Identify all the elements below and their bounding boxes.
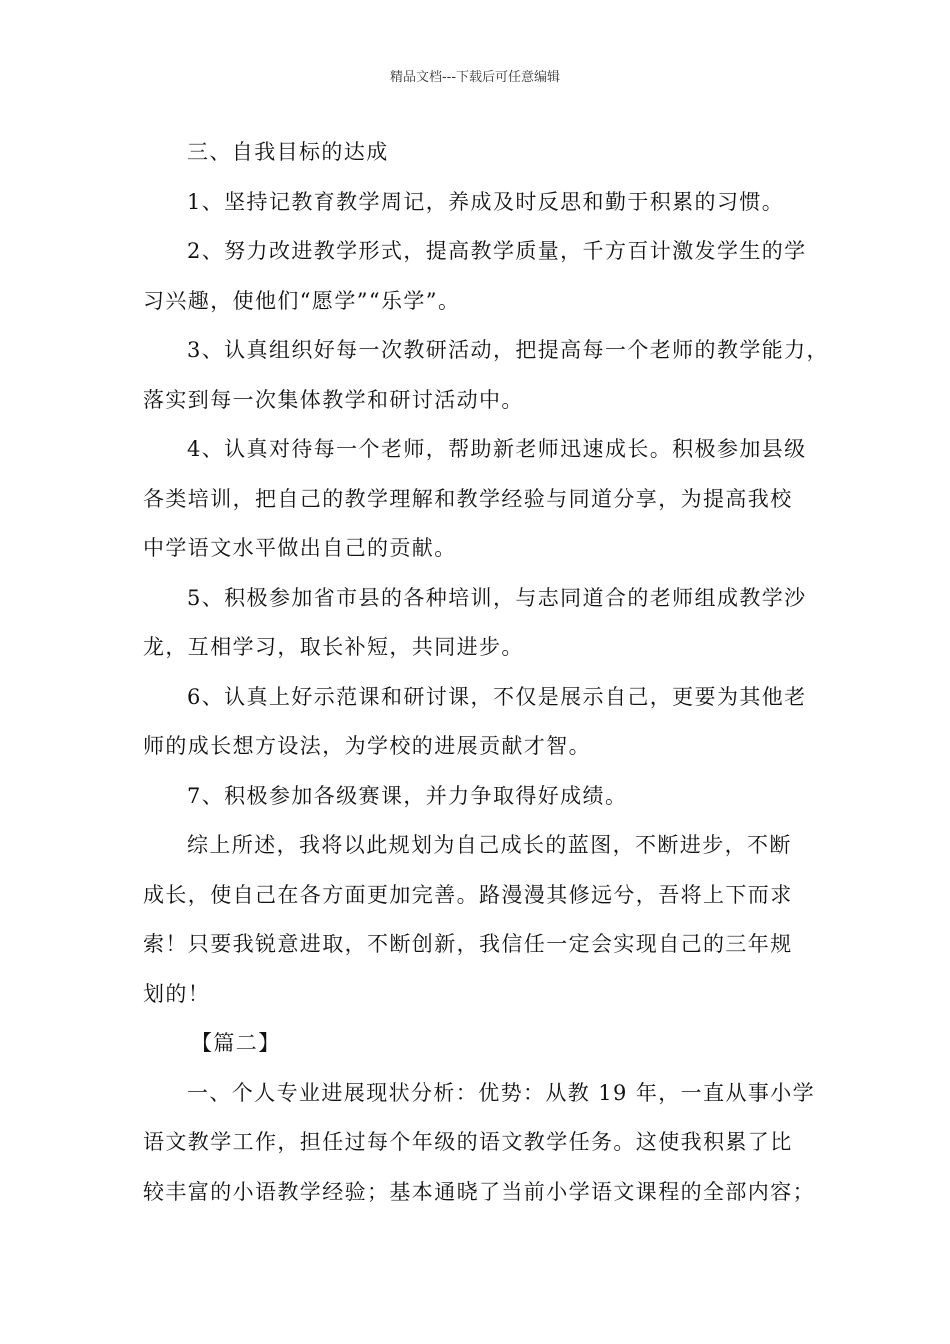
text-line: 5、积极参加省市县的各种培训，与志同道合的老师组成教学沙: [187, 585, 807, 610]
list-item-1: [143, 178, 823, 228]
text-line: 各类培训，把自己的教学理解和教学经验与同道分享，为提高我校: [143, 486, 793, 511]
text-line: 中学语文水平做出自己的贡献。: [143, 536, 457, 560]
text-line: 2、努力改进教学形式，提高教学质量，千方百计激发学生的学: [187, 239, 807, 263]
page-header: 精品文档---下载后可任意编辑: [389, 70, 561, 85]
document-body: [143, 128, 829, 1217]
text-line: 龙，互相学习，取长补短，共同进步。: [143, 635, 524, 659]
list-item-5: [143, 574, 823, 673]
list-item-6: [143, 673, 823, 772]
text-line: 索！只要我锐意进取，不断创新，我信任一定会实现自己的三年规: [143, 932, 793, 956]
text-line: 6、认真上好示范课和研讨课，不仅是展示自己，更要为其他老: [187, 684, 807, 709]
text-line: 师的成长想方设法，为学校的进展贡献才智。: [143, 734, 591, 758]
text-line: 划的！: [143, 981, 211, 1006]
text-line: 1、坚持记教育教学周记，养成及时反思和勤于积累的习惯。: [187, 189, 785, 214]
text-line: 语文教学工作，担任过每个年级的语文教学任务。这使我积累了比: [143, 1130, 793, 1154]
text-line: 习兴趣，使他们“愿学”“乐学”。: [143, 288, 461, 313]
list-item-7: [143, 772, 823, 822]
text-line: 综上所述，我将以此规划为自己成长的蓝图，不断进步，不断: [187, 833, 792, 857]
text-line: 一、个人专业进展现状分析：优势：从教 19 年，一直从事小学: [187, 1080, 816, 1105]
list-item-3: [143, 326, 829, 425]
list-item-4: [143, 425, 823, 574]
section-paragraph: [143, 1069, 823, 1218]
text-line: 三、自我目标的达成: [187, 140, 389, 164]
conclusion-paragraph: [143, 821, 823, 1019]
text-line: 落实到每一次集体教学和研讨活动中。: [143, 387, 524, 412]
section-title: [143, 1019, 823, 1069]
section-heading: [143, 128, 823, 178]
list-item-2: [143, 227, 823, 326]
text-line: 3、认真组织好每一次教研活动，把提高每一个老师的教学能力，: [187, 338, 829, 362]
text-line: 较丰富的小语教学经验；基本通晓了当前小学语文课程的全部内容；: [143, 1179, 815, 1204]
text-line: 【篇二】: [191, 1031, 281, 1055]
text-line: 7、积极参加各级赛课，并力争取得好成绩。: [187, 783, 628, 808]
text-line: 4、认真对待每一个老师，帮助新老师迅速成长。积极参加县级: [187, 437, 807, 461]
text-line: 成长，使自己在各方面更加完善。路漫漫其修远兮，吾将上下而求: [143, 882, 793, 907]
